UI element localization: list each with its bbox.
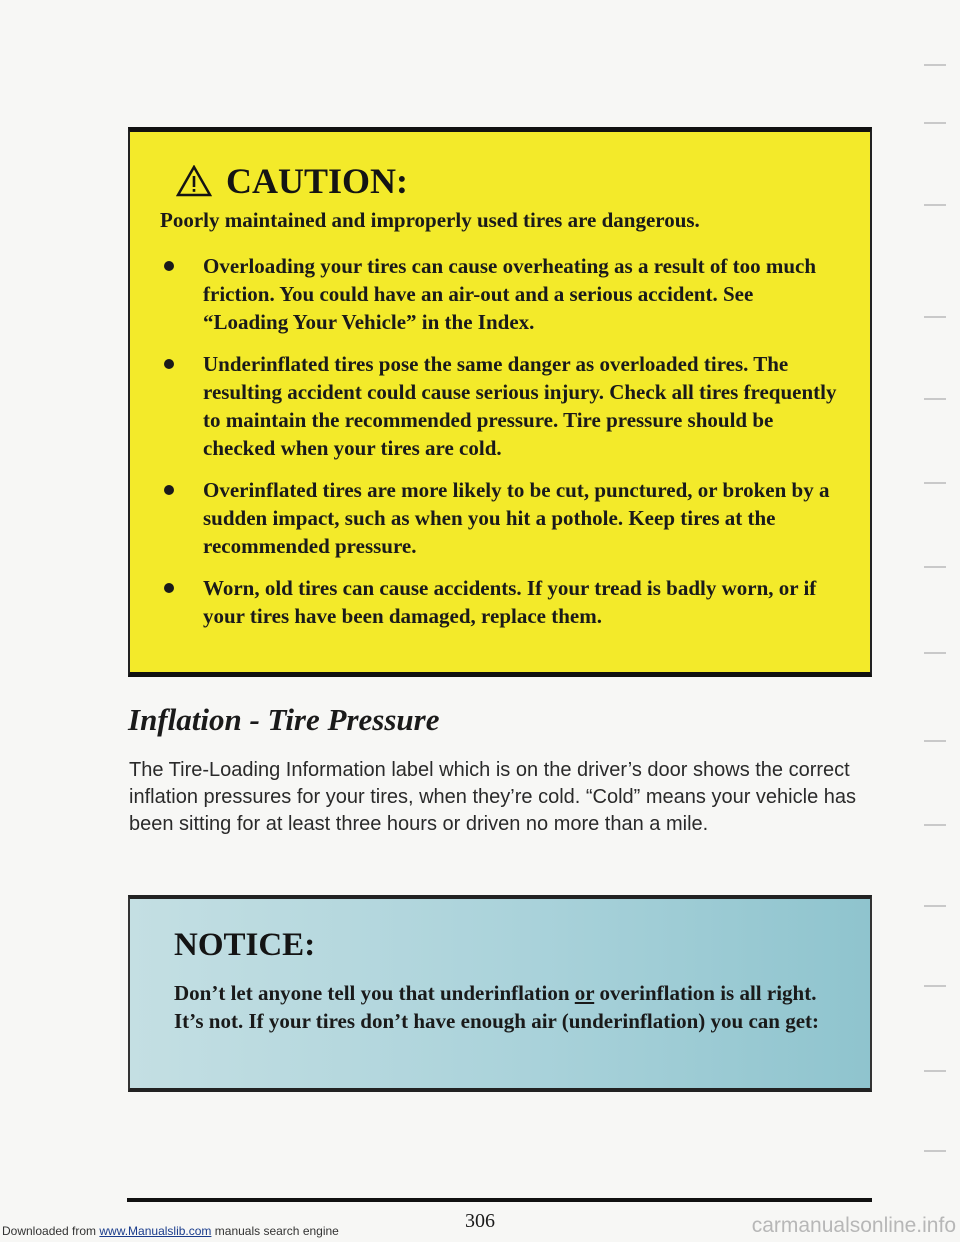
watermark-suffix: manuals search engine <box>211 1224 339 1238</box>
notice-text-underlined: or <box>574 981 595 1005</box>
caution-heading <box>176 160 408 202</box>
caution-item-text: Worn, old tires can cause accidents. If your tread is badly worn, or if your tires have been damaged, replace them. <box>203 576 817 628</box>
caution-item <box>160 574 840 630</box>
footer-rule <box>127 1198 872 1202</box>
edge-mark <box>924 566 946 568</box>
download-watermark <box>2 1224 339 1238</box>
caution-box <box>128 127 872 677</box>
notice-box <box>128 895 872 1092</box>
edge-mark <box>924 316 946 318</box>
edge-mark <box>924 905 946 907</box>
caution-intro: Poorly maintained and improperly used tires are dangerous. <box>160 208 700 232</box>
caution-item-text: Underinflated tires pose the same danger as overloaded tires. The resulting accident could cause serious injury. Check all tires frequently to maintain the recommended pressure. Tire pressure should be checked when your tires are cold. <box>203 352 837 460</box>
caution-item <box>160 476 840 560</box>
notice-text-before: Don’t let anyone tell you that underinflation <box>174 981 575 1005</box>
bullet-icon <box>164 485 174 495</box>
notice-text <box>174 979 834 1035</box>
edge-mark <box>924 824 946 826</box>
body-paragraph: The Tire-Loading Information label which is on the driver’s door shows the correct inflation pressures for your tires, when they’re cold. “Cold” means your vehicle has been sitting for at least three hours or driven no more than a mile. <box>129 759 856 835</box>
section-heading: Inflation - Tire Pressure <box>128 702 440 737</box>
notice-title: NOTICE: <box>174 927 316 963</box>
warning-triangle-icon <box>176 165 212 197</box>
page-number: 306 <box>465 1210 495 1232</box>
edge-mark <box>924 985 946 987</box>
notice-text-after: overinflation is all right. It’s not. If your tires don’t have enough air (underinflation) you can get: <box>174 981 820 1033</box>
bullet-icon <box>164 261 174 271</box>
watermark-prefix: Downloaded from <box>2 1224 100 1238</box>
site-watermark: carmanualsonline.info <box>751 1214 956 1237</box>
caution-item-text: Overinflated tires are more likely to be cut, punctured, or broken by a sudden impact, such as when you hit a pothole. Keep tires at the recommended pressure. <box>203 478 830 558</box>
edge-mark <box>924 122 946 124</box>
edge-mark <box>924 652 946 654</box>
manualslib-link[interactable]: www.Manualslib.com <box>99 1224 212 1238</box>
edge-mark <box>924 1070 946 1072</box>
edge-mark <box>924 398 946 400</box>
caution-title: CAUTION: <box>226 161 409 201</box>
edge-mark <box>924 64 946 66</box>
edge-mark <box>924 482 946 484</box>
bullet-icon <box>164 583 174 593</box>
edge-mark <box>924 204 946 206</box>
caution-item <box>160 252 840 336</box>
edge-mark <box>924 740 946 742</box>
caution-item-text: Overloading your tires can cause overheating as a result of too much friction. You could have an air-out and a serious accident. See “Loading Your Vehicle” in the Index. <box>203 254 817 334</box>
caution-item <box>160 350 840 462</box>
bullet-icon <box>164 359 174 369</box>
edge-mark <box>924 1150 946 1152</box>
caution-list <box>160 252 840 644</box>
